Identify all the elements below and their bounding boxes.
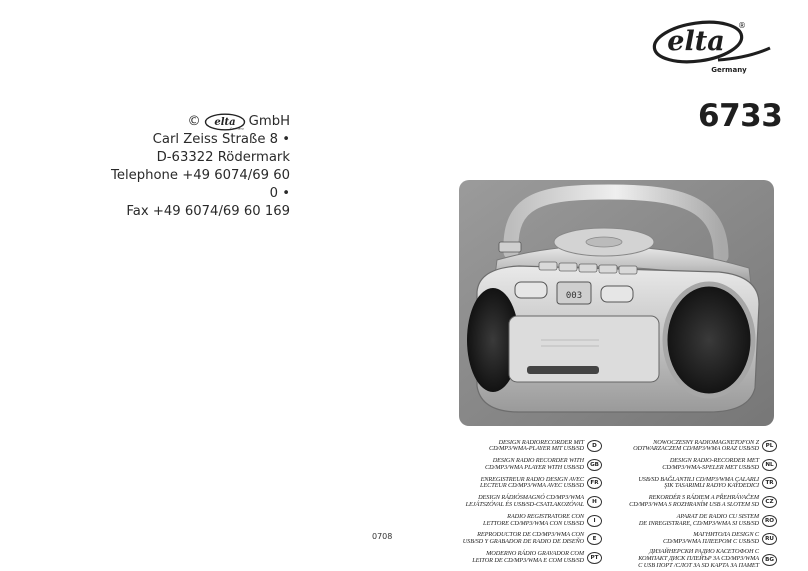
lang-badge-ro: RO: [762, 515, 777, 527]
brand-country: Germany: [711, 66, 747, 74]
address-street: Carl Zeiss Straße 8 •: [152, 132, 290, 147]
descriptions-right-column: [605, 437, 777, 571]
desc-row-gb: DESIGN RADIO RECORDER WITH CD/MP3/WMA PLAYER WITH USB/SD GB: [430, 456, 602, 475]
address-city: D-63322 Rödermark: [156, 150, 290, 165]
desc-row-tr: USB/SD BAĞLANTILI CD/MP3/WMA ÇALARLI ŞIK TASARIMLI RADYO KAYDEDICI TR: [605, 474, 777, 493]
company-suffix: GmbH: [248, 114, 290, 129]
desc-row-d: DESIGN RADIORECORDER MIT CD/MP3/WMA-PLAYER MIT USB/SD D: [430, 437, 602, 456]
address-telephone: Telephone +49 6074/69 60 0 •: [111, 168, 290, 201]
company-address-block: [100, 113, 290, 221]
desc-row-fr: ENREGISTREUR RADIO DESIGN AVEC LECTEUR CD/MP3/WMA AVEC USB/SD FR: [430, 474, 602, 493]
desc-row-h: DESIGN RÁDIÓSMAGNÓ CD/MP3/WMA LEJÁTSZÓVAL ÉS USB/SD-CSATLAKOZÓVAL H: [430, 493, 602, 512]
desc-row-nl: DESIGN RADIO-RECORDER MET CD/MP3/WMA-SPELER MET USB/SD NL: [605, 456, 777, 475]
lang-badge-i: I: [587, 515, 602, 527]
lang-badge-fr: FR: [587, 477, 602, 489]
svg-text:003: 003: [565, 291, 583, 301]
lang-badge-tr: TR: [762, 477, 777, 489]
model-number: 6733: [698, 98, 783, 134]
product-photo: [459, 180, 774, 426]
lang-badge-pl: PL: [762, 440, 777, 452]
lang-badge-bg: BG: [762, 554, 777, 566]
brand-name: elta: [667, 26, 725, 57]
cassette-window: [527, 366, 599, 374]
lang-badge-cz: CZ: [762, 496, 777, 508]
lang-badge-pt: PT: [587, 552, 602, 564]
desc-row-i: RADIO REGISTRATORE CON LETTORE CD/MP3/WMA CON USB/SD I: [430, 511, 602, 530]
desc-row-pt: MODERNO RÁDIO GRAVADOR COM LEITOR DE CD/MP3/WMA E COM USB/SD PT: [430, 549, 602, 568]
lang-badge-h: H: [587, 496, 602, 508]
lang-badge-e: E: [587, 533, 602, 545]
lang-badge-nl: NL: [762, 459, 777, 471]
desc-row-ro: APARAT DE RADIO CU SISTEM DE INREGISTRARE, CD/MP3/WMA SI USB/SD RO: [605, 511, 777, 530]
lang-badge-ru: RU: [762, 533, 777, 545]
company-name-row: [100, 113, 290, 131]
company-logo-sub: Germany: [229, 126, 244, 131]
address-fax: Fax +49 6074/69 60 169: [126, 204, 290, 219]
brand-registered: ®: [738, 21, 746, 30]
desc-row-bg: ДИЗАЙНЕРСКИ РАДИО КАСЕТОФОН С КОМПАКТ ДИСК ПЛЕЙЪР ЗА CD/MP3/WMA С USB ПОРТ /СЛОТ ЗА SD КАРТА ЗА ПАМЕТ BG: [605, 549, 777, 571]
lang-badge-d: D: [587, 440, 602, 452]
company-logo-text: elta: [214, 117, 236, 128]
desc-row-e: REPRODUCTOR DE CD/MP3/WMA CON USB/SD Y GRABADOR DE RADIO DE DISEÑO E: [430, 530, 602, 549]
document-code: 0708: [372, 532, 393, 541]
lang-badge-gb: GB: [587, 459, 602, 471]
desc-row-ru: МАГНИТОЛА DESIGN С CD/MP3/WMA ПЛЕЕРОМ С USB/SD RU: [605, 530, 777, 549]
descriptions-left-column: [430, 437, 602, 567]
company-logo-icon: [204, 113, 246, 131]
brand-logo: [648, 14, 773, 76]
copyright-symbol: ©: [187, 114, 201, 129]
desc-row-cz: REKORDÉR S RÁDIEM A PŘEHRÁVAČEM CD/MP3/WMA S ROZHRANÍM USB A SLOTEM SD CZ: [605, 493, 777, 512]
desc-row-pl: NOWOCZESNY RADIOMAGNETOFON Z ODTWARZACZEM CD/MP3/WMA ORAZ USB/SD PL: [605, 437, 777, 456]
